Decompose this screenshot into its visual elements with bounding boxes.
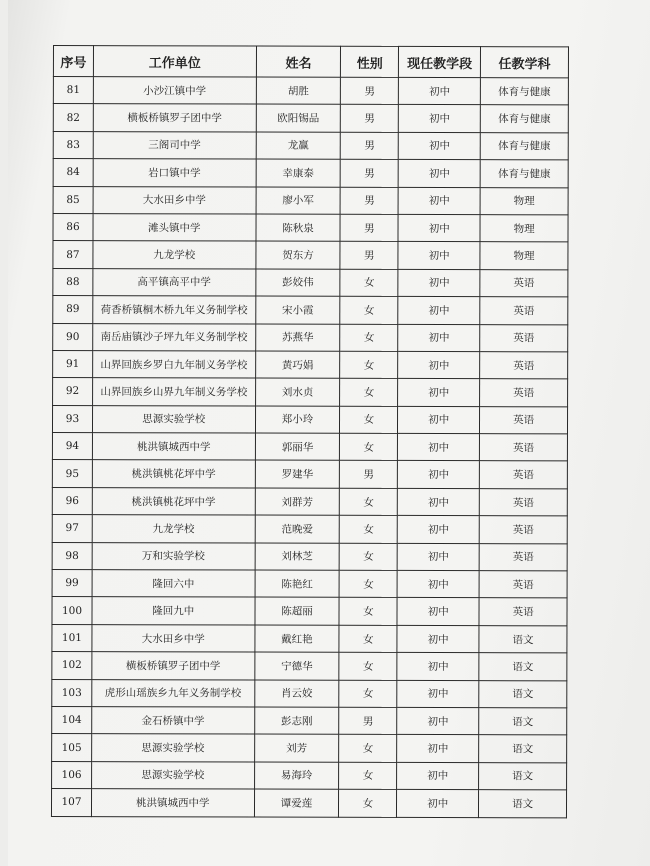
cell-subject: 体育与健康: [480, 78, 568, 106]
cell-work-unit: 岩口镇中学: [93, 159, 256, 187]
cell-subject: 体育与健康: [480, 132, 568, 160]
header-work-unit: 工作单位: [93, 46, 256, 77]
cell-school-level: 初中: [398, 488, 480, 516]
cell-school-level: 初中: [398, 433, 480, 461]
cell-work-unit: 高平镇高平中学: [93, 268, 256, 296]
cell-gender: 女: [339, 789, 397, 817]
cell-index: 105: [52, 734, 92, 761]
cell-gender: 女: [340, 296, 398, 324]
cell-work-unit: 山界回族乡罗白九年制义务学校: [93, 351, 256, 379]
cell-work-unit: 虎形山瑶族乡九年义务制学校: [92, 679, 255, 707]
cell-subject: 语文: [479, 762, 567, 790]
cell-name: 郑小玲: [255, 406, 340, 434]
cell-name: 贺东方: [256, 241, 341, 269]
cell-name: 谭爱莲: [254, 789, 339, 817]
cell-subject: 英语: [479, 598, 567, 626]
cell-subject: 英语: [479, 461, 567, 489]
cell-index: 93: [52, 405, 92, 432]
cell-subject: 语文: [479, 790, 567, 818]
cell-name: 幸康泰: [256, 159, 341, 187]
cell-subject: 物理: [480, 215, 568, 243]
cell-name: 宋小霞: [255, 296, 340, 324]
table-row: [53, 104, 568, 133]
cell-gender: 女: [340, 516, 398, 544]
cell-gender: 女: [340, 543, 398, 571]
cell-name: 易海玲: [254, 762, 339, 790]
cell-work-unit: 小沙江镇中学: [93, 77, 256, 105]
cell-subject: 体育与健康: [480, 105, 568, 133]
table-row: [51, 789, 566, 818]
teacher-table: [51, 45, 569, 818]
cell-school-level: 初中: [397, 735, 479, 763]
cell-gender: 女: [339, 680, 397, 708]
cell-school-level: 初中: [398, 324, 480, 352]
cell-index: 88: [53, 268, 93, 295]
cell-index: 81: [53, 77, 93, 104]
header-gender: 性别: [341, 46, 399, 77]
cell-gender: 女: [339, 598, 397, 626]
cell-school-level: 初中: [397, 680, 479, 708]
cell-gender: 男: [340, 187, 398, 215]
cell-gender: 男: [339, 707, 397, 735]
cell-name: 刘芳: [254, 734, 339, 762]
cell-work-unit: 思源实验学校: [92, 761, 255, 789]
cell-gender: 女: [339, 762, 397, 790]
table-row: [52, 734, 567, 763]
cell-subject: 英语: [479, 516, 567, 544]
cell-school-level: 初中: [398, 461, 480, 489]
cell-subject: 英语: [480, 269, 568, 297]
cell-gender: 女: [339, 625, 397, 653]
cell-work-unit: 隆回六中: [92, 570, 255, 598]
cell-name: 龙赢: [256, 132, 341, 160]
cell-work-unit: 大水田乡中学: [93, 186, 256, 214]
cell-subject: 语文: [479, 653, 567, 681]
cell-school-level: 初中: [397, 790, 479, 818]
cell-index: 90: [53, 323, 93, 350]
cell-index: 94: [52, 433, 92, 460]
cell-work-unit: 南岳庙镇沙子坪九年义务制学校: [93, 323, 256, 351]
cell-work-unit: 思源实验学校: [92, 734, 255, 762]
cell-subject: 英语: [479, 571, 567, 599]
cell-index: 97: [52, 515, 92, 542]
cell-name: 陈超丽: [255, 597, 340, 625]
cell-subject: 英语: [479, 543, 567, 571]
table-row: [52, 597, 567, 626]
cell-subject: 英语: [479, 488, 567, 516]
cell-school-level: 初中: [398, 351, 480, 379]
cell-name: 戴红艳: [255, 625, 340, 653]
cell-subject: 英语: [480, 352, 568, 380]
cell-work-unit: 滩头镇中学: [93, 214, 256, 242]
cell-index: 87: [53, 241, 93, 268]
header-row: [53, 46, 568, 78]
cell-gender: 女: [340, 433, 398, 461]
table-row: [53, 213, 568, 242]
cell-work-unit: 桃洪镇城西中学: [92, 433, 255, 461]
cell-work-unit: 桃洪镇城西中学: [91, 789, 254, 817]
table-row: [52, 679, 567, 708]
cell-name: 罗建华: [255, 460, 340, 488]
table-row: [52, 542, 567, 571]
cell-index: 95: [52, 460, 92, 487]
cell-subject: 英语: [480, 406, 568, 434]
cell-work-unit: 横板桥镇罗子团中学: [93, 104, 256, 132]
cell-subject: 英语: [480, 379, 568, 407]
cell-work-unit: 横板桥镇罗子团中学: [92, 652, 255, 680]
table-row: [53, 186, 568, 215]
cell-name: 廖小军: [256, 187, 341, 215]
cell-name: 肖云姣: [254, 680, 339, 708]
cell-name: 刘群芳: [255, 488, 340, 516]
table-row: [53, 268, 568, 297]
header-school-level: 现任教学段: [399, 46, 481, 77]
cell-gender: 女: [340, 351, 398, 379]
cell-gender: 女: [340, 379, 398, 407]
cell-index: 89: [53, 296, 93, 323]
cell-name: 刘水贞: [255, 378, 340, 406]
cell-school-level: 初中: [398, 379, 480, 407]
table-body: [51, 77, 568, 818]
cell-school-level: 初中: [398, 187, 480, 215]
table-row: [53, 241, 568, 270]
table-row: [52, 706, 567, 735]
cell-name: 陈秋泉: [256, 214, 341, 242]
cell-gender: 男: [340, 214, 398, 242]
table-row: [53, 131, 568, 160]
cell-subject: 语文: [479, 680, 567, 708]
cell-gender: 女: [340, 269, 398, 297]
cell-name: 陈艳红: [255, 570, 340, 598]
cell-index: 86: [53, 213, 93, 240]
table-row: [53, 378, 568, 407]
cell-index: 99: [52, 570, 92, 597]
cell-school-level: 初中: [397, 570, 479, 598]
cell-school-level: 初中: [397, 707, 479, 735]
table-row: [52, 761, 567, 790]
table-row: [52, 624, 567, 653]
cell-school-level: 初中: [397, 625, 479, 653]
cell-subject: 物理: [480, 187, 568, 215]
cell-subject: 语文: [479, 708, 567, 736]
cell-name: 苏燕华: [255, 324, 340, 352]
cell-index: 92: [53, 378, 93, 405]
cell-school-level: 初中: [399, 132, 481, 160]
cell-index: 83: [53, 131, 93, 158]
cell-name: 欧阳锡品: [256, 104, 341, 132]
cell-work-unit: 九龙学校: [93, 241, 256, 269]
cell-school-level: 初中: [398, 242, 480, 270]
table-row: [52, 652, 567, 681]
header-subject: 任教学科: [481, 47, 569, 78]
cell-school-level: 初中: [397, 598, 479, 626]
cell-gender: 男: [340, 242, 398, 270]
cell-index: 103: [52, 679, 92, 706]
cell-subject: 物理: [480, 242, 568, 270]
cell-gender: 男: [340, 461, 398, 489]
table-row: [52, 433, 567, 462]
cell-gender: 女: [339, 735, 397, 763]
cell-subject: 英语: [480, 297, 568, 325]
cell-work-unit: 山界回族乡山界九年制义务学校: [93, 378, 256, 406]
cell-name: 彭志刚: [254, 707, 339, 735]
cell-work-unit: 万和实验学校: [92, 542, 255, 570]
cell-gender: 女: [340, 406, 398, 434]
cell-subject: 语文: [479, 735, 567, 763]
cell-gender: 男: [341, 132, 399, 160]
cell-gender: 男: [341, 105, 399, 133]
cell-school-level: 初中: [398, 160, 480, 188]
cell-index: 98: [52, 542, 92, 569]
cell-index: 107: [51, 789, 91, 816]
cell-school-level: 初中: [399, 77, 481, 105]
cell-school-level: 初中: [397, 653, 479, 681]
cell-school-level: 初中: [398, 406, 480, 434]
cell-name: 黄巧娟: [255, 351, 340, 379]
cell-name: 胡胜: [256, 77, 341, 105]
cell-index: 91: [53, 350, 93, 377]
cell-work-unit: 金石桥镇中学: [92, 707, 255, 735]
cell-work-unit: 桃洪镇桃花坪中学: [92, 460, 255, 488]
cell-name: 刘林芝: [255, 543, 340, 571]
table-row: [53, 77, 568, 106]
table-row: [52, 487, 567, 516]
table-row: [53, 296, 568, 325]
cell-work-unit: 大水田乡中学: [92, 624, 255, 652]
cell-index: 84: [53, 159, 93, 186]
cell-school-level: 初中: [398, 214, 480, 242]
cell-work-unit: 桃洪镇桃花坪中学: [92, 487, 255, 515]
cell-work-unit: 三阁司中学: [93, 131, 256, 159]
cell-school-level: 初中: [398, 297, 480, 325]
cell-subject: 英语: [480, 434, 568, 462]
table-row: [52, 460, 567, 489]
cell-index: 106: [52, 761, 92, 788]
cell-work-unit: 隆回九中: [92, 597, 255, 625]
cell-school-level: 初中: [398, 269, 480, 297]
cell-school-level: 初中: [398, 516, 480, 544]
cell-gender: 男: [341, 159, 399, 187]
cell-gender: 女: [340, 488, 398, 516]
header-name: 姓名: [256, 46, 341, 77]
cell-index: 96: [52, 487, 92, 514]
cell-name: 范晚爱: [255, 515, 340, 543]
cell-name: 宁德华: [254, 652, 339, 680]
header-index: 序号: [53, 46, 93, 77]
cell-work-unit: 九龙学校: [92, 515, 255, 543]
cell-index: 101: [52, 624, 92, 651]
paper-page: [8, 0, 650, 866]
cell-school-level: 初中: [397, 762, 479, 790]
cell-gender: 男: [341, 77, 399, 105]
cell-subject: 英语: [480, 324, 568, 352]
cell-name: 彭姣伟: [255, 269, 340, 297]
cell-work-unit: 思源实验学校: [92, 405, 255, 433]
table-row: [52, 570, 567, 599]
table-row: [53, 323, 568, 352]
table-row: [53, 159, 568, 188]
cell-name: 郭丽华: [255, 433, 340, 461]
cell-work-unit: 荷香桥镇桐木桥九年义务制学校: [93, 296, 256, 324]
cell-gender: 女: [339, 570, 397, 598]
cell-school-level: 初中: [399, 105, 481, 133]
cell-index: 85: [53, 186, 93, 213]
cell-gender: 女: [340, 324, 398, 352]
cell-index: 100: [52, 597, 92, 624]
cell-subject: 语文: [479, 625, 567, 653]
cell-gender: 女: [339, 652, 397, 680]
table-row: [52, 405, 567, 434]
cell-school-level: 初中: [397, 543, 479, 571]
table-row: [52, 515, 567, 544]
cell-index: 104: [52, 706, 92, 733]
cell-subject: 体育与健康: [480, 160, 568, 188]
cell-index: 102: [52, 652, 92, 679]
cell-index: 82: [53, 104, 93, 131]
table-row: [53, 350, 568, 379]
